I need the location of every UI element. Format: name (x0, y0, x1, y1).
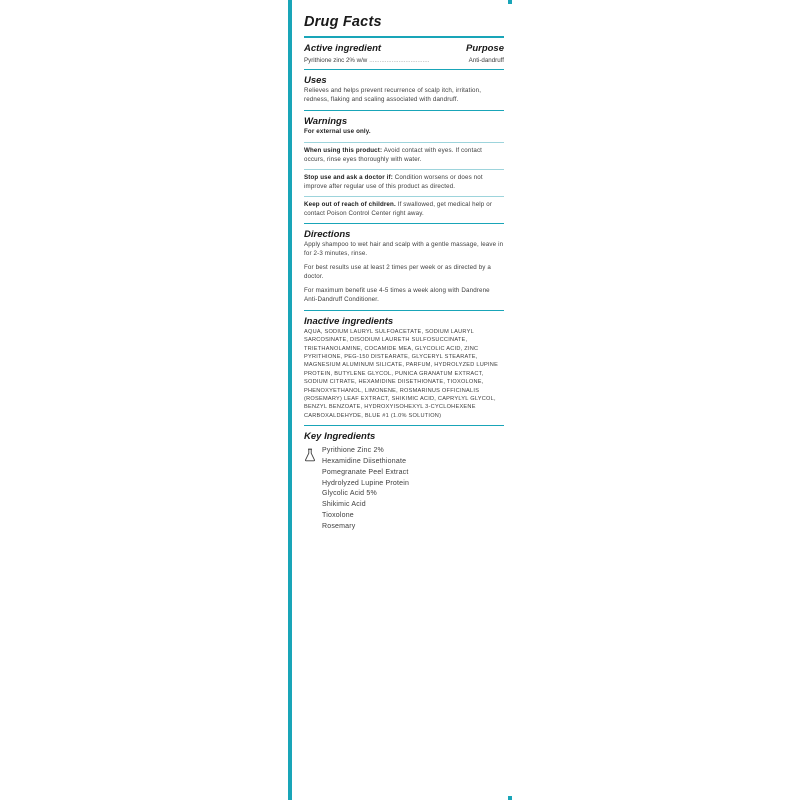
inactive-ingredients-heading: Inactive ingredients (304, 315, 394, 327)
active-ingredient-name: Pyrithione zinc 2% w/w (304, 57, 368, 64)
section-key-ingredients (304, 426, 504, 538)
list-item: Shikimic Acid (322, 501, 366, 509)
directions-paragraph-1: Apply shampoo to wet hair and scalp with a gentle massage, leave in for 2-3 minutes, rinse. (304, 240, 504, 257)
active-ingredient-heading: Active ingredient (304, 43, 382, 54)
list-item: Pomegranate Peel Extract (322, 468, 409, 476)
list-item: Pyrithione Zinc 2% (322, 447, 384, 455)
drug-facts-title: Drug Facts (304, 14, 382, 30)
stop-use-lead: Stop use and ask a doctor if: (304, 173, 393, 181)
warning-stop-use (304, 170, 504, 196)
warning-when-using (304, 143, 504, 169)
section-uses (304, 70, 504, 110)
list-item: Tioxolone (322, 512, 354, 520)
when-using-lead: When using this product: (304, 146, 383, 154)
dot-leader: ................................... (369, 57, 430, 64)
active-ingredient-row (304, 57, 504, 64)
uses-heading: Uses (304, 75, 327, 86)
stop-use-text: Condition worsens or does not improve after regular use of this product as directed. (304, 173, 483, 190)
warning-keep-out (304, 197, 504, 223)
list-item: Hydrolyzed Lupine Protein (322, 479, 410, 487)
active-ingredient-purpose: Anti-dandruff (468, 57, 504, 64)
key-ingredients-list (322, 446, 409, 533)
warnings-heading: Warnings (304, 115, 348, 127)
drug-facts-content (304, 8, 504, 598)
purpose-heading: Purpose (465, 43, 504, 54)
directions-paragraph-3: For maximum benefit use 4-5 times a week along with Dandrene Anti-Dandruff Conditioner. (304, 286, 490, 303)
uses-text: Relieves and helps prevent recurrence of scalp itch, irritation, redness, flaking and scaling associated with dandruff. (304, 87, 482, 103)
section-active-ingredient (304, 38, 504, 69)
directions-heading: Directions (304, 228, 351, 240)
list-item: Glycolic Acid 5% (322, 490, 377, 498)
list-item: Rosemary (322, 522, 356, 530)
drug-facts-panel (288, 0, 512, 800)
section-warnings (304, 111, 504, 142)
directions-paragraph-2: For best results use at least 2 times per week or as directed by a doctor. (304, 263, 492, 280)
bottom-spacer (304, 538, 504, 598)
flask-icon (304, 446, 316, 467)
keep-out-text: If swallowed, get medical help or contact Poison Control Center right away. (304, 200, 493, 217)
inactive-ingredients-text: AQUA, SODIUM LAURYL SULFOACETATE, SODIUM LAURYL SARCOSINATE, DISODIUM LAURETH SULFOSUCCINATE, TRIETHANOLAMINE, COCAMIDE MEA, GLYCOLIC ACID, ZINC PYRITHIONE, PEG-150 DISTEARATE, GLYCERYL STEARATE, MAGNESIUM ALUMINUM SILICATE, PARFUM, HYDROLYZED LUPINE PROTEIN, BUTYLENE GLYCOL, PUNICA GRANATUM EXTRACT, SODIUM CITRATE, HEXAMIDINE DIISETHIONATE, TIOXOLONE, PHENOXYETHANOL, LIMONENE, ROSMARINUS OFFICINALIS (ROSEMARY) LEAF EXTRACT, SHIKIMIC ACID, CAPRYLYL GLYCOL, BENZYL BENZOATE, HYDROXYISOHEXYL 3-CYCLOHEXENE CARBOXALDEHYDE, BLUE #1 (1.0% SOLUTION) (304, 328, 499, 419)
list-item: Hexamidine Diisethionate (322, 457, 407, 465)
warnings-external-use: For external use only. (304, 127, 371, 135)
when-using-text: Avoid contact with eyes. If contact occurs, rinse eyes thoroughly with water. (304, 146, 483, 163)
section-inactive-ingredients (304, 311, 504, 425)
key-ingredients-heading: Key Ingredients (304, 431, 376, 443)
keep-out-lead: Keep out of reach of children. (304, 200, 396, 208)
drug-facts-inner (296, 4, 512, 796)
section-directions (304, 224, 504, 310)
